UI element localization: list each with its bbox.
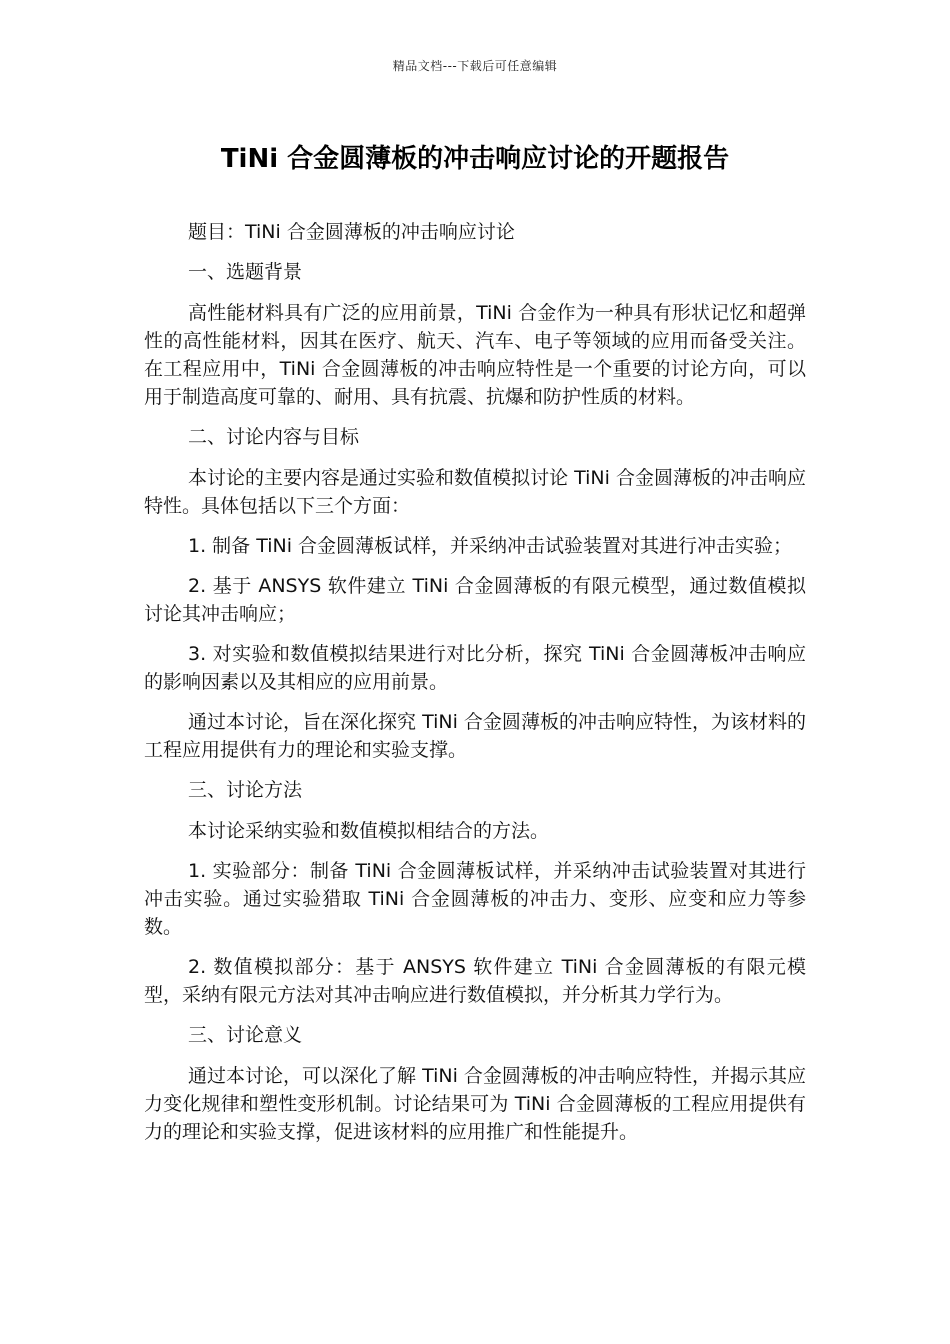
document-body (144, 218, 806, 1158)
paragraph-methods-intro: 本讨论采纳实验和数值模拟相结合的方法。 (188, 820, 550, 842)
section-heading-significance: 三、讨论意义 (188, 1024, 303, 1046)
list-item-1: 1. 制备 TiNi 合金圆薄板试样，并采纳冲击试验装置对其进行冲击实验； (188, 535, 793, 557)
section-heading-content-goals: 二、讨论内容与目标 (188, 426, 360, 448)
paragraph-background: 高性能材料具有广泛的应用前景，TiNi 合金作为一种具有形状记忆和超弹性的高性能材料，因其在医疗、航天、汽车、电子等领域的应用而备受关注。在工程应用中，TiNi 合金圆薄板的冲击响应特性是一个重要的讨论方向，可以用于制造高度可靠的、耐用、具有抗震、抗爆和防护性质的材料。 (144, 302, 806, 408)
document-title: TiNi 合金圆薄板的冲击响应讨论的开题报告 (220, 144, 730, 174)
list-item-2: 2. 基于 ANSYS 软件建立 TiNi 合金圆薄板的有限元模型，通过数值模拟讨论其冲击响应； (144, 575, 806, 625)
header-note: 精品文档---下载后可任意编辑 (392, 59, 558, 73)
section-heading-background: 一、选题背景 (188, 261, 303, 283)
paragraph-aim: 通过本讨论，旨在深化探究 TiNi 合金圆薄板的冲击响应特性，为该材料的工程应用提供有力的理论和实验支撑。 (144, 711, 806, 761)
paragraph-main-content: 本讨论的主要内容是通过实验和数值模拟讨论 TiNi 合金圆薄板的冲击响应特性。具体包括以下三个方面： (144, 467, 806, 517)
method-item-simulation: 2. 数值模拟部分：基于 ANSYS 软件建立 TiNi 合金圆薄板的有限元模型，采纳有限元方法对其冲击响应进行数值模拟，并分析其力学行为。 (144, 956, 806, 1006)
list-item-3: 3. 对实验和数值模拟结果进行对比分析，探究 TiNi 合金圆薄板冲击响应的影响因素以及其相应的应用前景。 (144, 643, 806, 693)
topic-line: 题目：TiNi 合金圆薄板的冲击响应讨论 (188, 221, 515, 243)
section-heading-methods: 三、讨论方法 (188, 779, 303, 801)
paragraph-significance: 通过本讨论，可以深化了解 TiNi 合金圆薄板的冲击响应特性，并揭示其应力变化规律和塑性变形机制。讨论结果可为 TiNi 合金圆薄板的工程应用提供有力的理论和实验支撑，促进该材料的应用推广和性能提升。 (144, 1065, 806, 1143)
method-item-experiment: 1. 实验部分：制备 TiNi 合金圆薄板试样，并采纳冲击试验装置对其进行冲击实验。通过实验猎取 TiNi 合金圆薄板的冲击力、变形、应变和应力等参数。 (144, 860, 806, 938)
